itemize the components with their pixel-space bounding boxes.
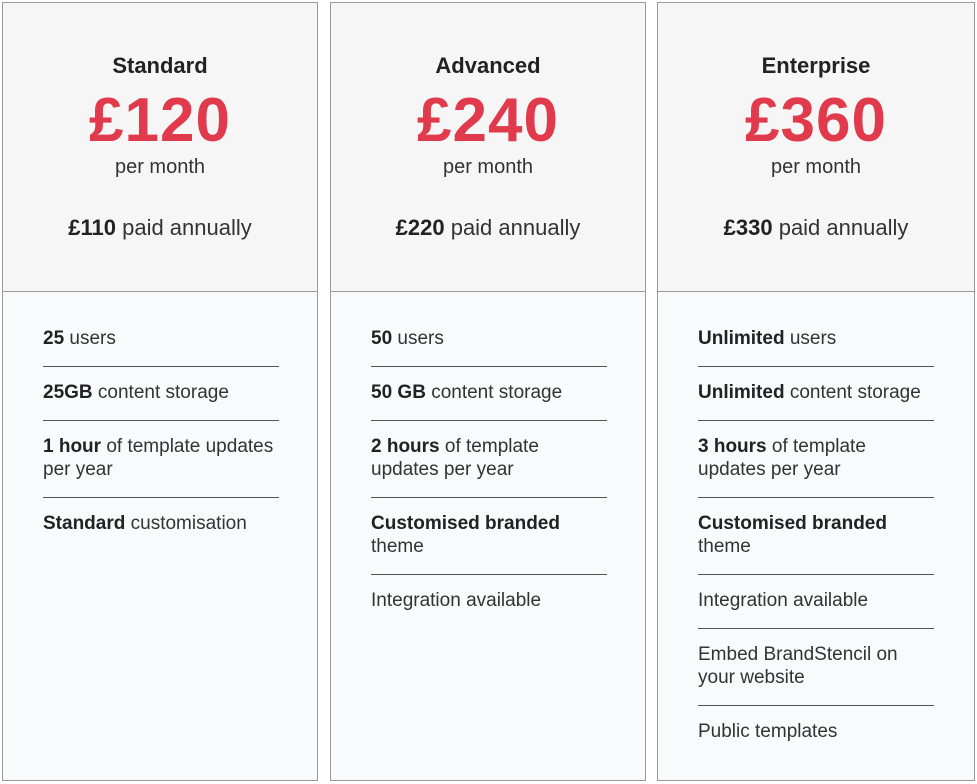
feature-item xyxy=(698,498,934,575)
plan-price: £240 xyxy=(417,86,559,155)
annual-amount: £110 xyxy=(68,215,116,240)
feature-item xyxy=(698,575,934,629)
feature-item xyxy=(698,706,934,759)
feature-text: of template updates per year xyxy=(371,436,539,480)
feature-highlight: 25GB xyxy=(43,382,93,403)
feature-item xyxy=(698,629,934,706)
feature-item xyxy=(43,313,279,367)
feature-item xyxy=(371,313,607,367)
feature-text: of template updates per year xyxy=(43,436,274,480)
feature-item xyxy=(43,498,279,551)
feature-highlight: 50 GB xyxy=(371,382,426,403)
feature-text: customisation xyxy=(125,513,247,534)
feature-item xyxy=(698,313,934,367)
plan-header xyxy=(331,3,645,292)
feature-item xyxy=(698,421,934,498)
plan-card-enterprise xyxy=(657,2,975,781)
feature-highlight: 1 hour xyxy=(43,436,102,457)
annual-label: paid annually xyxy=(778,215,909,240)
feature-list xyxy=(371,313,607,628)
feature-text: Integration available xyxy=(371,590,542,611)
plan-header xyxy=(3,3,317,292)
feature-highlight: Customised branded xyxy=(698,513,887,534)
feature-item xyxy=(371,367,607,421)
feature-item xyxy=(371,498,607,575)
feature-highlight: Customised branded xyxy=(371,513,560,534)
annual-label: paid annually xyxy=(122,215,252,240)
feature-highlight: Standard xyxy=(43,513,126,534)
feature-highlight: 25 xyxy=(43,328,65,349)
plan-annual-price xyxy=(331,215,645,241)
feature-highlight: 3 hours xyxy=(698,436,767,457)
feature-text: theme xyxy=(698,536,751,557)
plan-period: per month xyxy=(770,156,862,178)
plan-header xyxy=(658,3,974,292)
feature-text: Public templates xyxy=(698,721,838,742)
feature-text: content storage xyxy=(425,382,563,403)
feature-highlight: Unlimited xyxy=(698,328,785,349)
feature-item xyxy=(698,367,934,421)
feature-text: Embed BrandStencil on your website xyxy=(698,644,898,688)
feature-list xyxy=(43,313,279,551)
plan-card-advanced xyxy=(330,2,646,781)
annual-amount: £330 xyxy=(723,215,773,240)
feature-text: Integration available xyxy=(698,590,869,611)
feature-item xyxy=(371,575,607,628)
feature-item xyxy=(43,367,279,421)
annual-label: paid annually xyxy=(450,215,581,240)
feature-highlight: 2 hours xyxy=(371,436,440,457)
feature-text: theme xyxy=(371,536,424,557)
plan-name: Standard xyxy=(112,53,208,78)
plan-name: Enterprise xyxy=(761,53,871,78)
plan-name: Advanced xyxy=(435,53,541,78)
feature-text: content storage xyxy=(784,382,921,403)
feature-item xyxy=(371,421,607,498)
plan-annual-price xyxy=(658,215,974,241)
feature-item xyxy=(43,421,279,498)
feature-text: content storage xyxy=(92,382,229,403)
feature-text: users xyxy=(784,328,837,349)
feature-highlight: 50 xyxy=(371,328,393,349)
annual-amount: £220 xyxy=(395,215,445,240)
plan-period: per month xyxy=(114,156,206,178)
feature-list xyxy=(698,313,934,759)
feature-text: of template updates per year xyxy=(698,436,866,480)
feature-text: users xyxy=(392,328,444,349)
plan-price: £360 xyxy=(745,86,887,155)
plan-price: £120 xyxy=(89,86,231,155)
feature-highlight: Unlimited xyxy=(698,382,785,403)
plan-card-standard xyxy=(2,2,318,781)
plan-annual-price xyxy=(3,215,317,241)
plan-period: per month xyxy=(442,156,534,178)
feature-text: users xyxy=(64,328,116,349)
